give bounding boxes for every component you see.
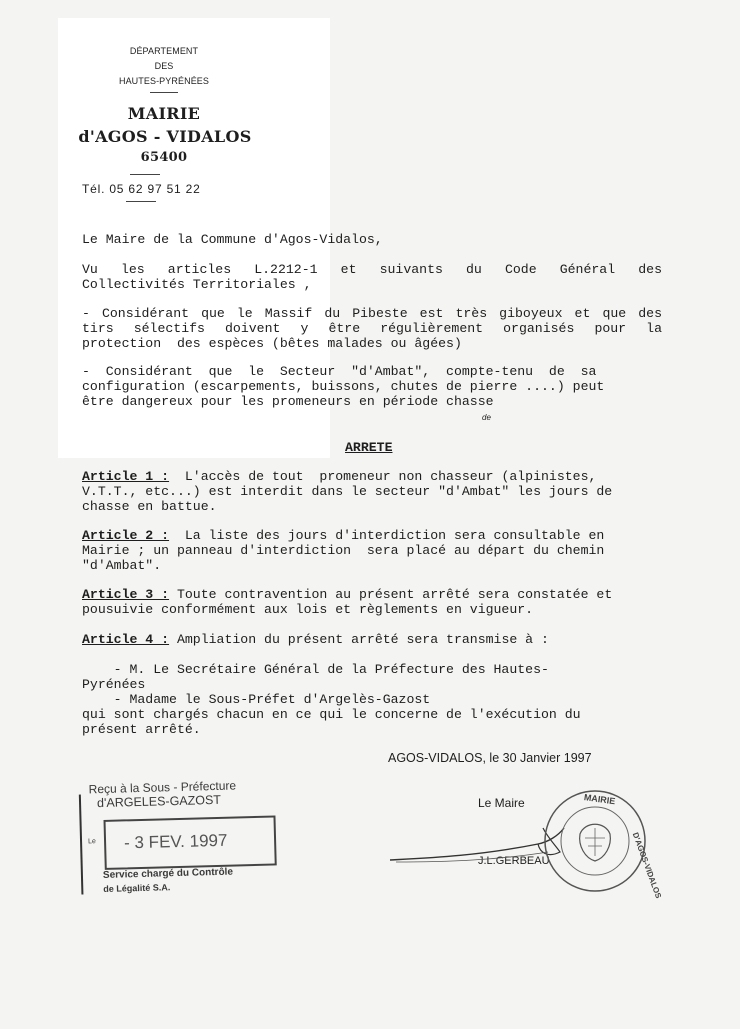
postal-code: 65400: [140, 150, 188, 165]
commune-title: d'AGOS - VIDALOS: [78, 127, 252, 146]
stamp-line-4: de Légalité S.A.: [103, 882, 171, 894]
mairie-title: MAIRIE: [127, 104, 201, 123]
article1-line-1: [82, 469, 596, 485]
article4-line-4: - Madame le Sous-Préfet d'Argelès-Gazost: [82, 692, 431, 707]
header-rule-1: [150, 92, 178, 93]
article2-line-3: "d'Ambat".: [82, 558, 162, 573]
considerant2-line-1: - Considérant que le Secteur "d'Ambat", compte-tenu de sa: [82, 364, 597, 379]
article4-line-5: qui sont chargés chacun en ce qui le concerne de l'exécution du: [82, 707, 581, 722]
mairie-seal: [540, 786, 663, 900]
article3-text: Toute contravention au présent arrêté sera constatée et: [169, 587, 613, 602]
considerant1-line-3: protection des espèces (bêtes malades ou âgées): [82, 336, 462, 351]
des-label: DES: [154, 61, 174, 71]
stamp-date: - 3 FEV. 1997: [123, 830, 228, 853]
article2-line-2: Mairie ; un panneau d'interdiction sera placé au départ du chemin: [82, 543, 605, 558]
article4-line-3: Pyrénées: [82, 677, 146, 692]
article2-text: La liste des jours d'interdiction sera consultable en: [169, 528, 605, 543]
considerant1-line-2: tirs sélectifs doivent y être régulièrement organisés pour la: [82, 321, 662, 336]
considerant1-line-1: - Considérant que le Massif du Pibeste est très giboyeux et que des: [82, 306, 662, 321]
arrete-heading: ARRETE: [345, 440, 393, 455]
article4-line-1: [82, 632, 549, 648]
article1-line-2: V.T.T., etc...) est interdit dans le secteur "d'Ambat" les jours de: [82, 484, 613, 499]
article3-label: Article 3 :: [82, 587, 170, 602]
article2-label: Article 2 :: [82, 528, 170, 543]
considerant2-line-2: configuration (escarpements, buissons, chutes de pierre ....) peut: [82, 379, 605, 394]
signatory-name: J.L.GERBEAU: [478, 855, 550, 867]
article2-line-1: [82, 528, 604, 544]
intro-line: Le Maire de la Commune d'Agos-Vidalos,: [82, 232, 383, 247]
article4-line-2: - M. Le Secrétaire Général de la Préfecture des Hautes-: [82, 662, 549, 677]
departement-label: DÉPARTEMENT: [129, 46, 199, 56]
stamp-left-border: [79, 795, 84, 895]
header-rule-3: [126, 201, 156, 202]
stamp-le: Le: [87, 838, 96, 846]
article4-line-6: présent arrêté.: [82, 722, 201, 737]
stamp-line-1: Reçu à la Sous - Préfecture: [88, 778, 237, 797]
vu-line-1: Vu les articles L.2212-1 et suivants du Code Général des: [82, 262, 662, 277]
handwritten-insert: de: [482, 413, 491, 422]
telephone: Tél. 05 62 97 51 22: [82, 182, 201, 196]
header-rule-2: [130, 174, 160, 175]
reception-stamp: [80, 776, 275, 901]
article1-label: Article 1 :: [82, 469, 170, 484]
signatory-title: Le Maire: [478, 796, 525, 810]
article1-line-3: chasse en battue.: [82, 499, 217, 514]
seal-top-text: MAIRIE: [583, 792, 616, 807]
seal-side-text: D'AGOS-VIDALOS: [630, 831, 663, 900]
place-date: AGOS-VIDALOS, le 30 Janvier 1997: [388, 751, 592, 765]
vu-line-2: Collectivités Territoriales ,: [82, 277, 312, 292]
article3-line-2: pousuivie conformément aux lois et règlements en vigueur.: [82, 602, 534, 617]
article3-line-1: [82, 587, 612, 603]
considerant2-line-3: être dangereux pour les promeneurs en période chasse: [82, 394, 494, 409]
region-label: HAUTES-PYRÉNÉES: [118, 76, 210, 86]
article4-text: Ampliation du présent arrêté sera transmise à :: [169, 632, 549, 647]
stamp-line-3: Service chargé du Contrôle: [102, 866, 234, 881]
article4-label: Article 4 :: [82, 632, 170, 647]
article1-text: L'accès de tout promeneur non chasseur (alpinistes,: [169, 469, 597, 484]
stamp-line-2: d'ARGELES-GAZOST: [96, 792, 222, 811]
